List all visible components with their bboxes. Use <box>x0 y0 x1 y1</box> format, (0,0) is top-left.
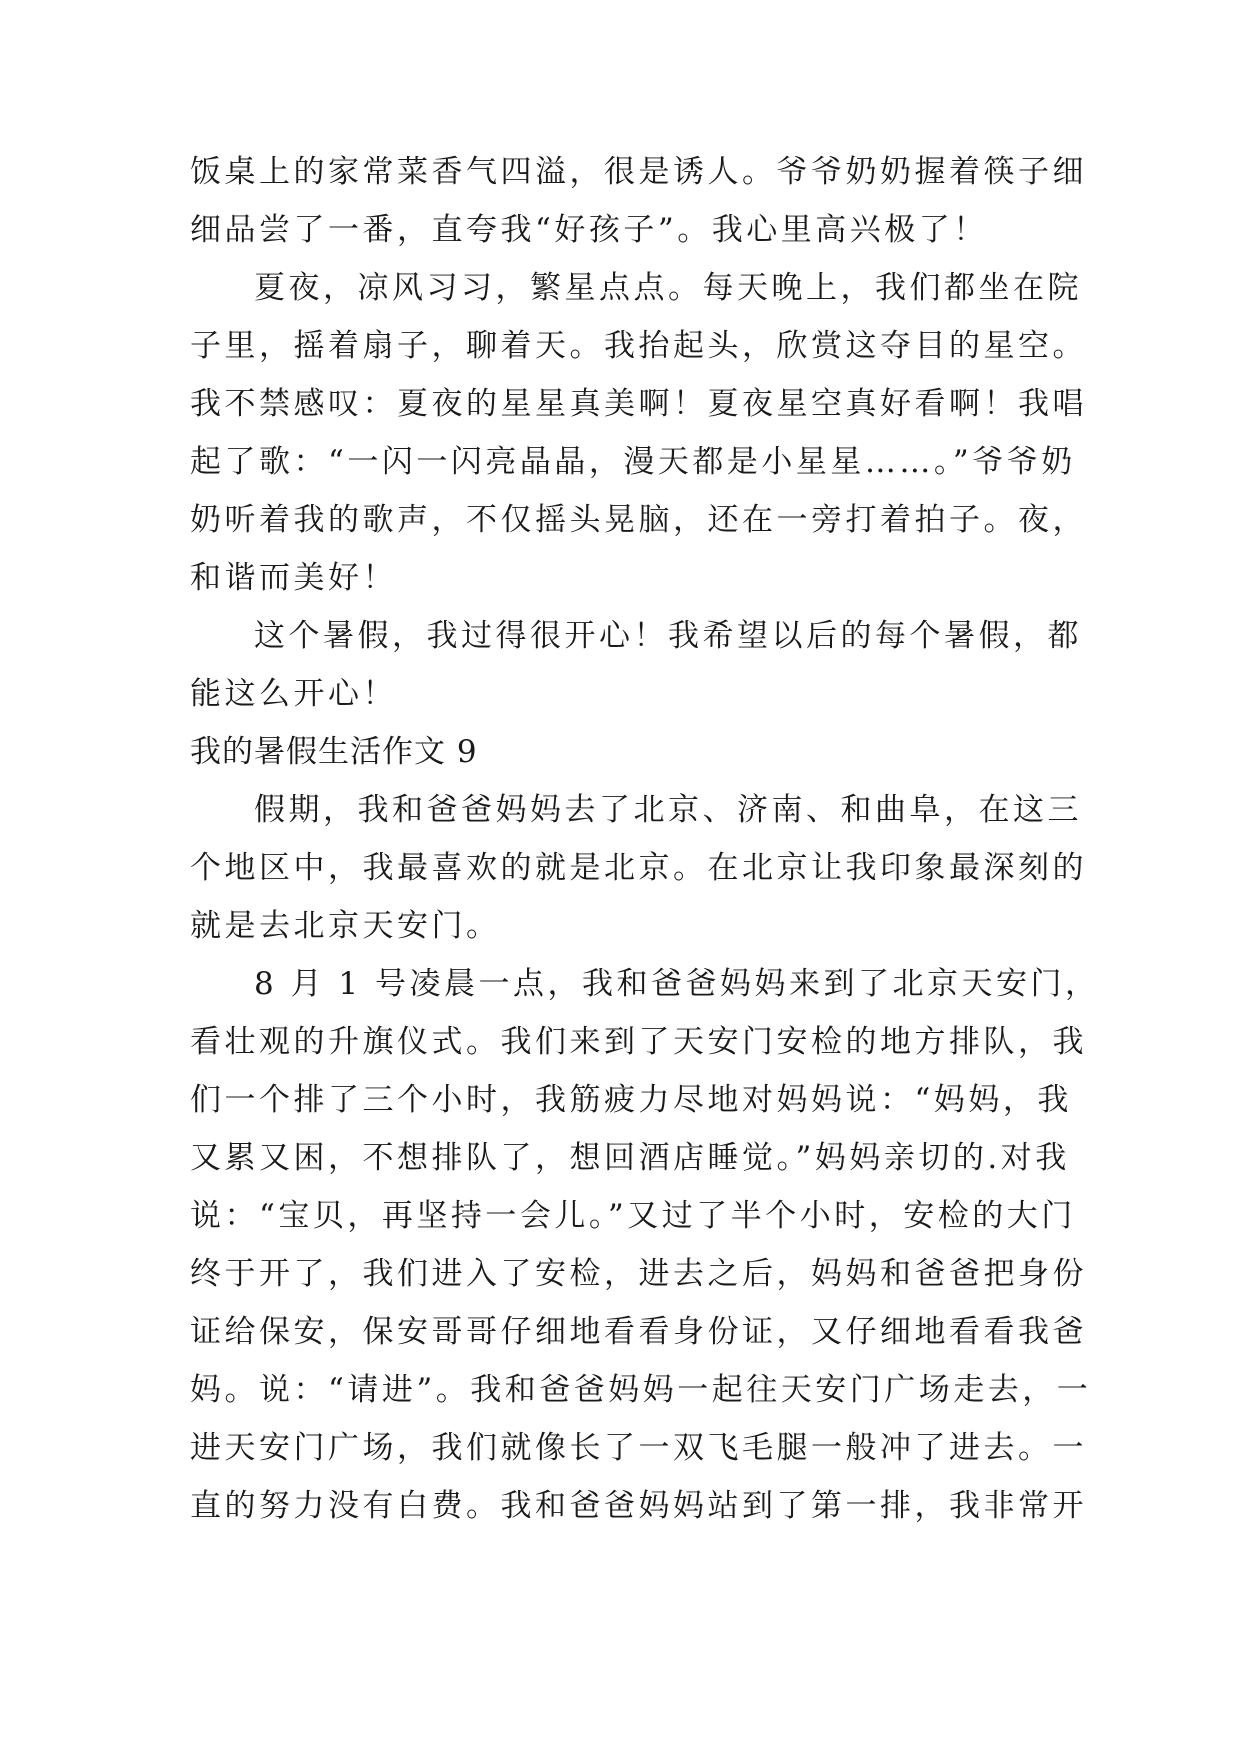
paragraph-first-line: 夏夜，凉风习习，繁星点点。每天晚上，我们都坐在院 <box>254 270 1082 306</box>
paragraph-first-line: 这个暑假，我过得很开心！我希望以后的每个暑假，都 <box>254 618 1082 654</box>
text-line: 子里，摇着扇子，聊着天。我抬起头，欣赏这夺目的星空。 <box>190 328 1087 364</box>
text-line: 证给保安，保安哥哥仔细地看看身份证，又仔细地看看我爸 <box>190 1314 1087 1350</box>
text-line: 起了歌：“一闪一闪亮晶晶，漫天都是小星星……。”爷爷奶 <box>190 444 1076 480</box>
text-line: 又累又困，不想排队了，想回酒店睡觉。”妈妈亲切的.对我 <box>190 1140 1070 1176</box>
paragraph-first-line: 假期，我和爸爸妈妈去了北京、济南、和曲阜，在这三 <box>254 792 1082 828</box>
text-line: 奶听着我的歌声，不仅摇头晃脑，还在一旁打着拍子。夜， <box>190 502 1087 538</box>
text-line: 就是去北京天安门。 <box>190 908 501 944</box>
text-line: 终于开了，我们进入了安检，进去之后，妈妈和爸爸把身份 <box>190 1256 1087 1292</box>
text-line: 能这么开心！ <box>190 676 397 712</box>
text-line: 个地区中，我最喜欢的就是北京。在北京让我印象最深刻的 <box>190 850 1087 886</box>
text-line: 说：“宝贝，再坚持一会儿。”又过了半个小时，安检的大门 <box>190 1198 1076 1234</box>
text-line: 我不禁感叹：夏夜的星星真美啊！夏夜星空真好看啊！我唱 <box>190 386 1087 422</box>
text-line: 和谐而美好！ <box>190 560 397 596</box>
text-line: 直的努力没有白费。我和爸爸妈妈站到了第一排，我非常开 <box>190 1488 1087 1524</box>
text-line: 细品尝了一番，直夸我“好孩子”。我心里高兴极了！ <box>190 212 988 248</box>
text-line: 看壮观的升旗仪式。我们来到了天安门安检的地方排队，我 <box>190 1024 1087 1060</box>
paragraph-first-line: 8 月 1 号凌晨一点，我和爸爸妈妈来到了北京天安门， <box>254 966 1100 1002</box>
text-line: 妈。说：“请进”。我和爸爸妈妈一起往天安门广场走去，一 <box>190 1372 1092 1408</box>
text-line: 饭桌上的家常菜香气四溢，很是诱人。爷爷奶奶握着筷子细 <box>190 154 1087 190</box>
text-line: 进天安门广场，我们就像长了一双飞毛腿一般冲了进去。一 <box>190 1430 1087 1466</box>
section-heading: 我的暑假生活作文 9 <box>190 734 478 770</box>
text-line: 们一个排了三个小时，我筋疲力尽地对妈妈说：“妈妈，我 <box>190 1082 1072 1118</box>
